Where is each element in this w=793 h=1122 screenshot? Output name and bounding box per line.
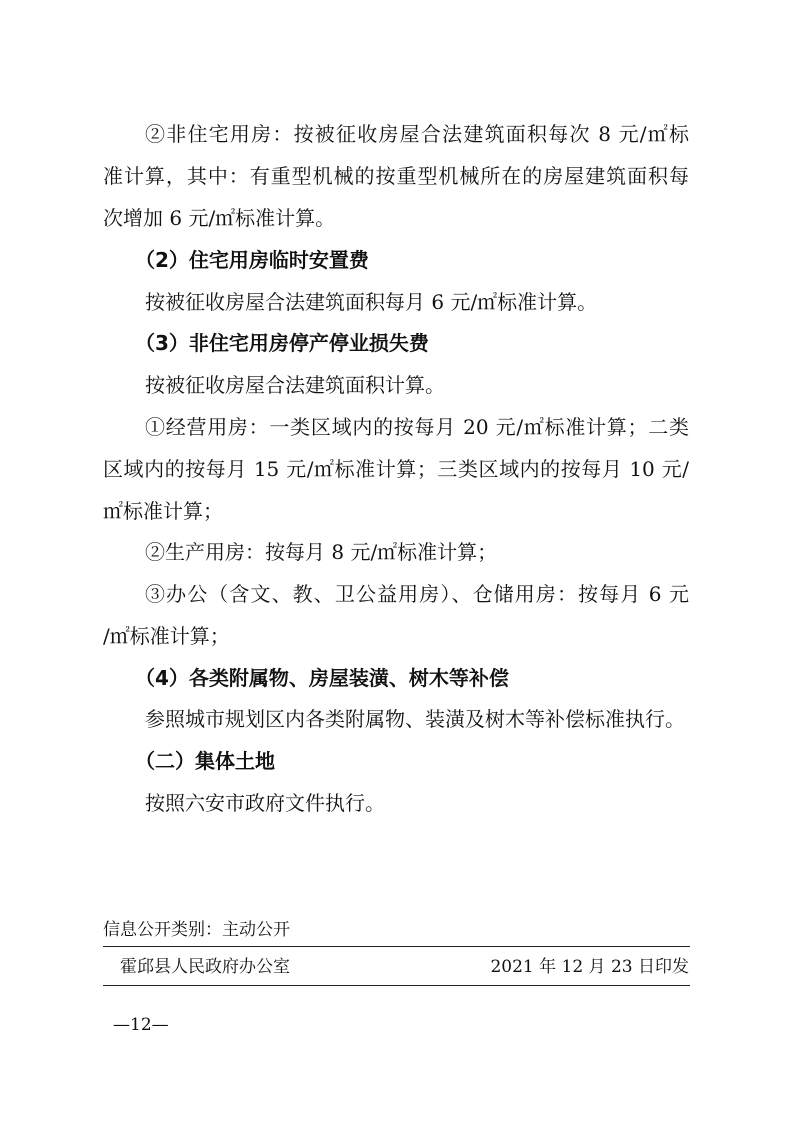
page-number: —12— [113,1015,169,1035]
paragraph-line: 按被征收房屋合法建筑面积每月 6 元/㎡标准计算。 [145,290,598,314]
paragraph-line: ②生产用房：按每月 8 元/㎡标准计算； [145,540,498,564]
print-date: 2021 年 12 月 23 日印发 [490,957,689,977]
paragraph-line: ①经营用房：一类区域内的按每月 20 元/㎡标准计算；二类 [145,415,689,439]
paragraph-line: 参照城市规划区内各类附属物、装潢及树木等补偿标准执行。 [145,707,685,731]
paragraph-line: ③办公（含文、教、卫公益用房）、仓储用房：按每月 6 元 [145,582,689,606]
paragraph-line: ㎡标准计算； [103,499,223,523]
section-heading: （二）集体土地 [135,749,275,773]
footer-divider-bottom [103,985,690,986]
section-heading: （2）住宅用房临时安置费 [135,248,369,272]
paragraph-line: 按被征收房屋合法建筑面积计算。 [145,373,445,397]
paragraph-line: ②非住宅用房：按被征收房屋合法建筑面积每次 8 元/㎡标 [145,122,689,146]
issuing-office: 霍邱县人民政府办公室 [120,957,290,977]
section-heading: （4）各类附属物、房屋装潢、树木等补偿 [135,666,509,690]
disclosure-category: 信息公开类别：主动公开 [103,920,290,940]
paragraph-line: 按照六安市政府文件执行。 [145,791,385,815]
paragraph-line: 准计算，其中：有重型机械的按重型机械所在的房屋建筑面积每 [103,164,689,188]
footer-divider-top [103,946,690,947]
paragraph-line: /㎡标准计算； [103,624,230,648]
section-heading: （3）非住宅用房停产停业损失费 [135,331,429,355]
paragraph-line: 次增加 6 元/㎡标准计算。 [103,206,336,230]
paragraph-line: 区域内的按每月 15 元/㎡标准计算；三类区域内的按每月 10 元/ [103,457,689,481]
